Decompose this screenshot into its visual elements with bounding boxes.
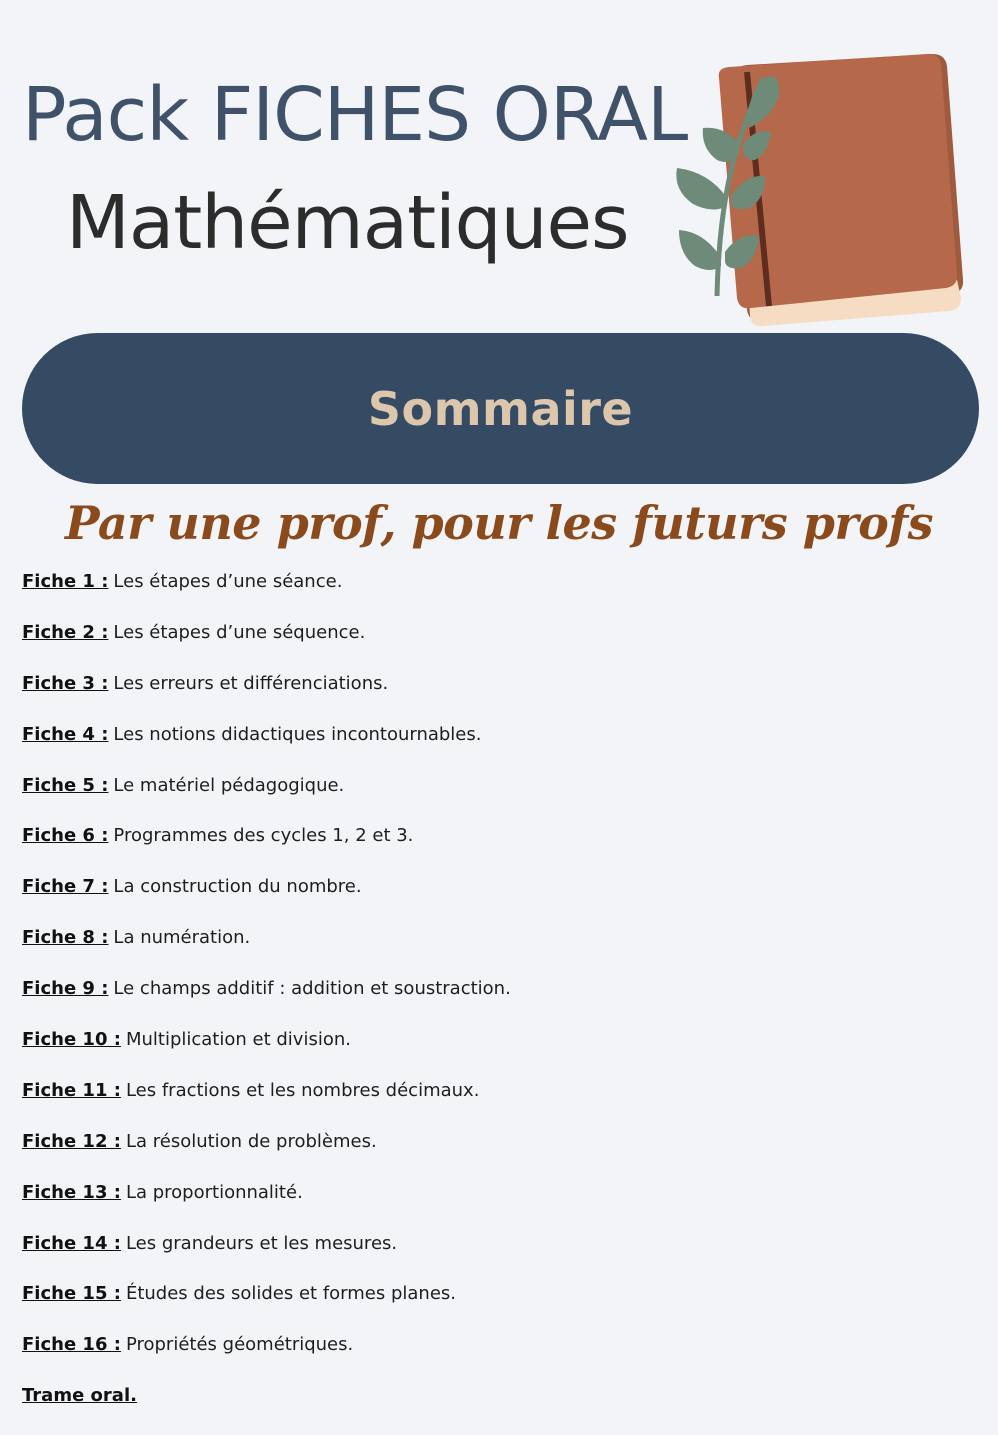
toc-item-label: Fiche 11 : [22,1079,121,1101]
toc-item-desc: Les fractions et les nombres décimaux. [125,1079,480,1101]
toc-item-desc: La résolution de problèmes. [125,1130,377,1152]
toc-item-label: Fiche 16 : [22,1334,121,1356]
toc-item-desc: La construction du nombre. [113,876,362,898]
toc-item [22,672,511,723]
toc-item-label: Fiche 15 : [22,1283,121,1305]
toc-item [22,1181,511,1232]
toc-item-label: Fiche 12 : [22,1130,121,1152]
toc-item-desc: Les erreurs et différenciations. [113,672,389,694]
toc-item-label: Fiche 9 : [22,978,109,1000]
toc-item [22,1079,511,1130]
summary-banner [22,333,979,484]
toc-item [22,723,511,774]
toc-item-desc: Les étapes d’une séquence. [113,621,366,643]
toc-item [22,1028,511,1079]
table-of-contents [22,570,511,1435]
toc-item [22,926,511,977]
toc-item-label: Fiche 7 : [22,876,109,898]
toc-item-label: Fiche 13 : [22,1181,121,1203]
toc-item-desc: Les étapes d’une séance. [113,571,343,592]
toc-item [22,824,511,875]
toc-item-desc: Les notions didactiques incontournables. [113,723,482,745]
toc-item-desc: La numération. [113,927,251,949]
toc-item-desc: Études des solides et formes planes. [125,1283,457,1305]
toc-item [22,1232,511,1283]
toc-item [22,1333,511,1384]
toc-item [22,977,511,1028]
toc-item [22,1282,511,1333]
toc-item-label: Fiche 6 : [22,825,109,847]
toc-item-desc: Les grandeurs et les mesures. [125,1232,398,1254]
toc-item-desc: Propriétés géométriques. [125,1334,354,1356]
toc-item [22,875,511,926]
toc-item-label: Fiche 3 : [22,672,109,694]
toc-item-label: Fiche 5 : [22,774,109,796]
tagline: Par une prof, pour les futurs profs [65,496,933,550]
toc-item [22,1384,511,1435]
page-title: Pack FICHES ORAL [22,72,688,158]
toc-item-label: Fiche 2 : [22,621,109,643]
toc-item [22,621,511,672]
toc-item-label: Fiche 1 : [22,571,109,592]
toc-item-label: Fiche 14 : [22,1232,121,1254]
toc-item-desc: Le matériel pédagogique. [113,774,345,796]
toc-item-desc: Le champs additif : addition et soustraction. [113,978,511,1000]
toc-item-desc: Programmes des cycles 1, 2 et 3. [113,825,414,847]
toc-item-desc: La proportionnalité. [125,1181,303,1203]
toc-item [22,570,511,621]
toc-item-label: Fiche 4 : [22,723,109,745]
toc-item-label: Fiche 8 : [22,927,109,949]
toc-item [22,1130,511,1181]
toc-item-desc: Multiplication et division. [125,1029,351,1051]
toc-item [22,774,511,825]
banner-label: Sommaire [367,381,634,436]
toc-item-label: Fiche 10 : [22,1029,121,1051]
book-with-leaf-icon [665,48,970,333]
toc-item-label: Trame oral. [22,1385,137,1407]
page-subtitle: Mathématiques [66,180,629,266]
